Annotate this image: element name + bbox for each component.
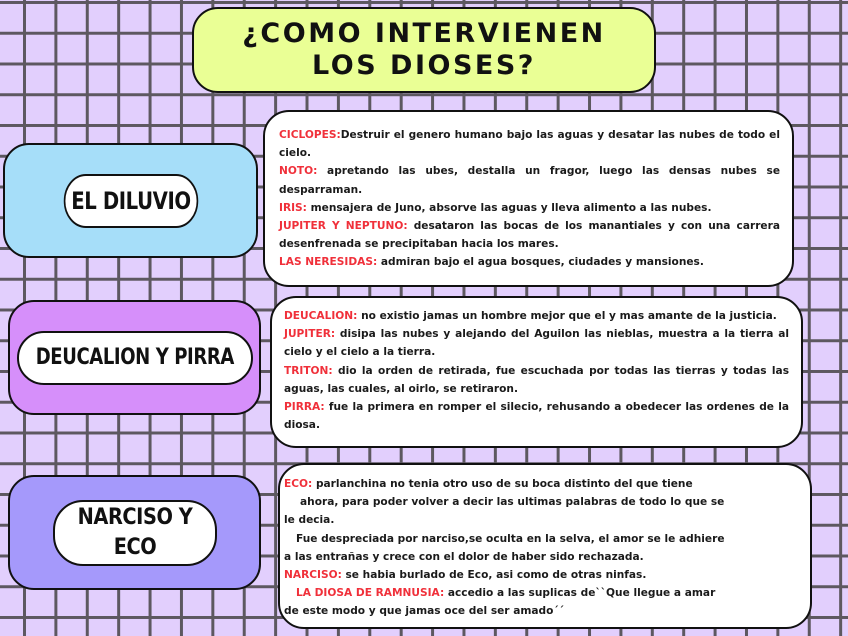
entry-text: Destruir el genero humano bajo las aguas y desatar las nubes de todo el cielo. <box>279 129 780 160</box>
entry-text: fue la primera en romper el silecio, rehusando a obedecer las ordenes de la diosa. <box>284 401 789 432</box>
entry-text: ahora, para poder volver a decir las ultimas palabras de todo lo que se <box>300 496 725 509</box>
deucalion-y-pirra-card <box>270 296 803 448</box>
entry-text: no existio jamas un hombre mejor que el y mas amante de la justicia. <box>357 310 777 322</box>
entry-text: parlanchina no tenia otro uso de su boca distinto del que tiene <box>312 478 693 490</box>
entry-text: a las entrañas y crece con el dolor de haber sido rechazada. <box>284 550 644 563</box>
entry-label: JUPITER Y NEPTUNO: <box>279 220 408 233</box>
entry-narciso <box>284 566 800 584</box>
entry-deucalion <box>284 307 789 325</box>
entry-eco <box>284 475 800 493</box>
entry-text: admiran bajo el agua bosques, ciudades y mansiones. <box>377 256 704 269</box>
entry-eco-rejected <box>284 530 800 548</box>
entry-label: ECO: <box>284 478 313 490</box>
category-label-pill <box>63 174 197 228</box>
entry-text: de este modo y que jamas oce del ser amado´´ <box>284 605 565 618</box>
entry-text: dio la orden de retirada, fue escuchada por todas las tierras y todas las aguas, las cuales, al oirlo, se retiraron. <box>284 364 789 395</box>
entry-diosa-ramnusia <box>284 584 800 602</box>
category-heading: EL DILUVIO <box>70 186 191 215</box>
entry-label: IRIS: <box>279 201 307 214</box>
entry-pirra <box>284 398 789 434</box>
category-label-pill <box>17 331 253 385</box>
entry-text: Fue despreciada por narciso,se oculta en la selva, el amor se le adhiere <box>296 532 725 545</box>
category-el-diluvio <box>3 143 258 258</box>
category-deucalion-y-pirra <box>8 300 261 415</box>
entry-eco-continued <box>284 511 800 529</box>
entry-label: DEUCALION: <box>284 310 358 322</box>
entry-jupiter <box>284 325 789 361</box>
entry-text: apretando las ubes, destalla un fragor, luego las densas nubes se desparraman. <box>279 165 780 196</box>
entry-text: accedio a las suplicas de``Que llegue a amar <box>444 587 716 600</box>
title-banner <box>192 7 656 93</box>
entry-noto <box>279 162 780 198</box>
entry-label: JUPITER: <box>284 328 336 341</box>
entry-text: desataron las bocas de los manantiales y con una carrera desenfrenada se precipitaban hacia los mares. <box>279 220 780 251</box>
entry-label: LAS NERESIDAS: <box>279 256 378 269</box>
entry-diosa-ramnusia-continued <box>284 602 800 620</box>
category-heading: DEUCALION Y PIRRA <box>35 345 234 370</box>
entry-label: NARCISO: <box>284 569 342 582</box>
entry-label: CICLOPES: <box>279 129 341 141</box>
entry-jupiter-neptuno <box>279 217 780 253</box>
entry-text: mensajera de Juno, absorve las aguas y lleva alimento a las nubes. <box>306 201 712 214</box>
entry-label: TRITON: <box>284 364 333 377</box>
page-title: ¿COMO INTERVIENEN LOS DIOSES? <box>242 18 606 81</box>
entry-text: se habia burlado de Eco, asi como de otras ninfas. <box>341 569 647 582</box>
entry-text: le decia. <box>284 514 335 527</box>
entry-eco-continued <box>284 493 800 511</box>
entry-label: LA DIOSA DE RAMNUSIA: <box>296 587 445 600</box>
narciso-y-eco-card <box>278 463 812 629</box>
entry-label: NOTO: <box>279 165 318 178</box>
entry-triton <box>284 362 789 398</box>
category-heading: NARCISO Y ECO <box>77 504 192 560</box>
entry-label: PIRRA: <box>284 401 325 414</box>
entry-ciclopes <box>279 126 780 162</box>
entry-iris <box>279 199 780 217</box>
category-narciso-y-eco <box>8 475 261 590</box>
el-diluvio-card <box>263 110 794 287</box>
entry-eco-rejected-continued <box>284 548 800 566</box>
entry-text: disipa las nubes y alejando del Aguilon las nieblas, muestra a la tierra al cielo y el cielo a la tierra. <box>284 328 789 359</box>
entry-las-neresidas <box>279 253 780 271</box>
category-label-pill <box>53 500 217 566</box>
